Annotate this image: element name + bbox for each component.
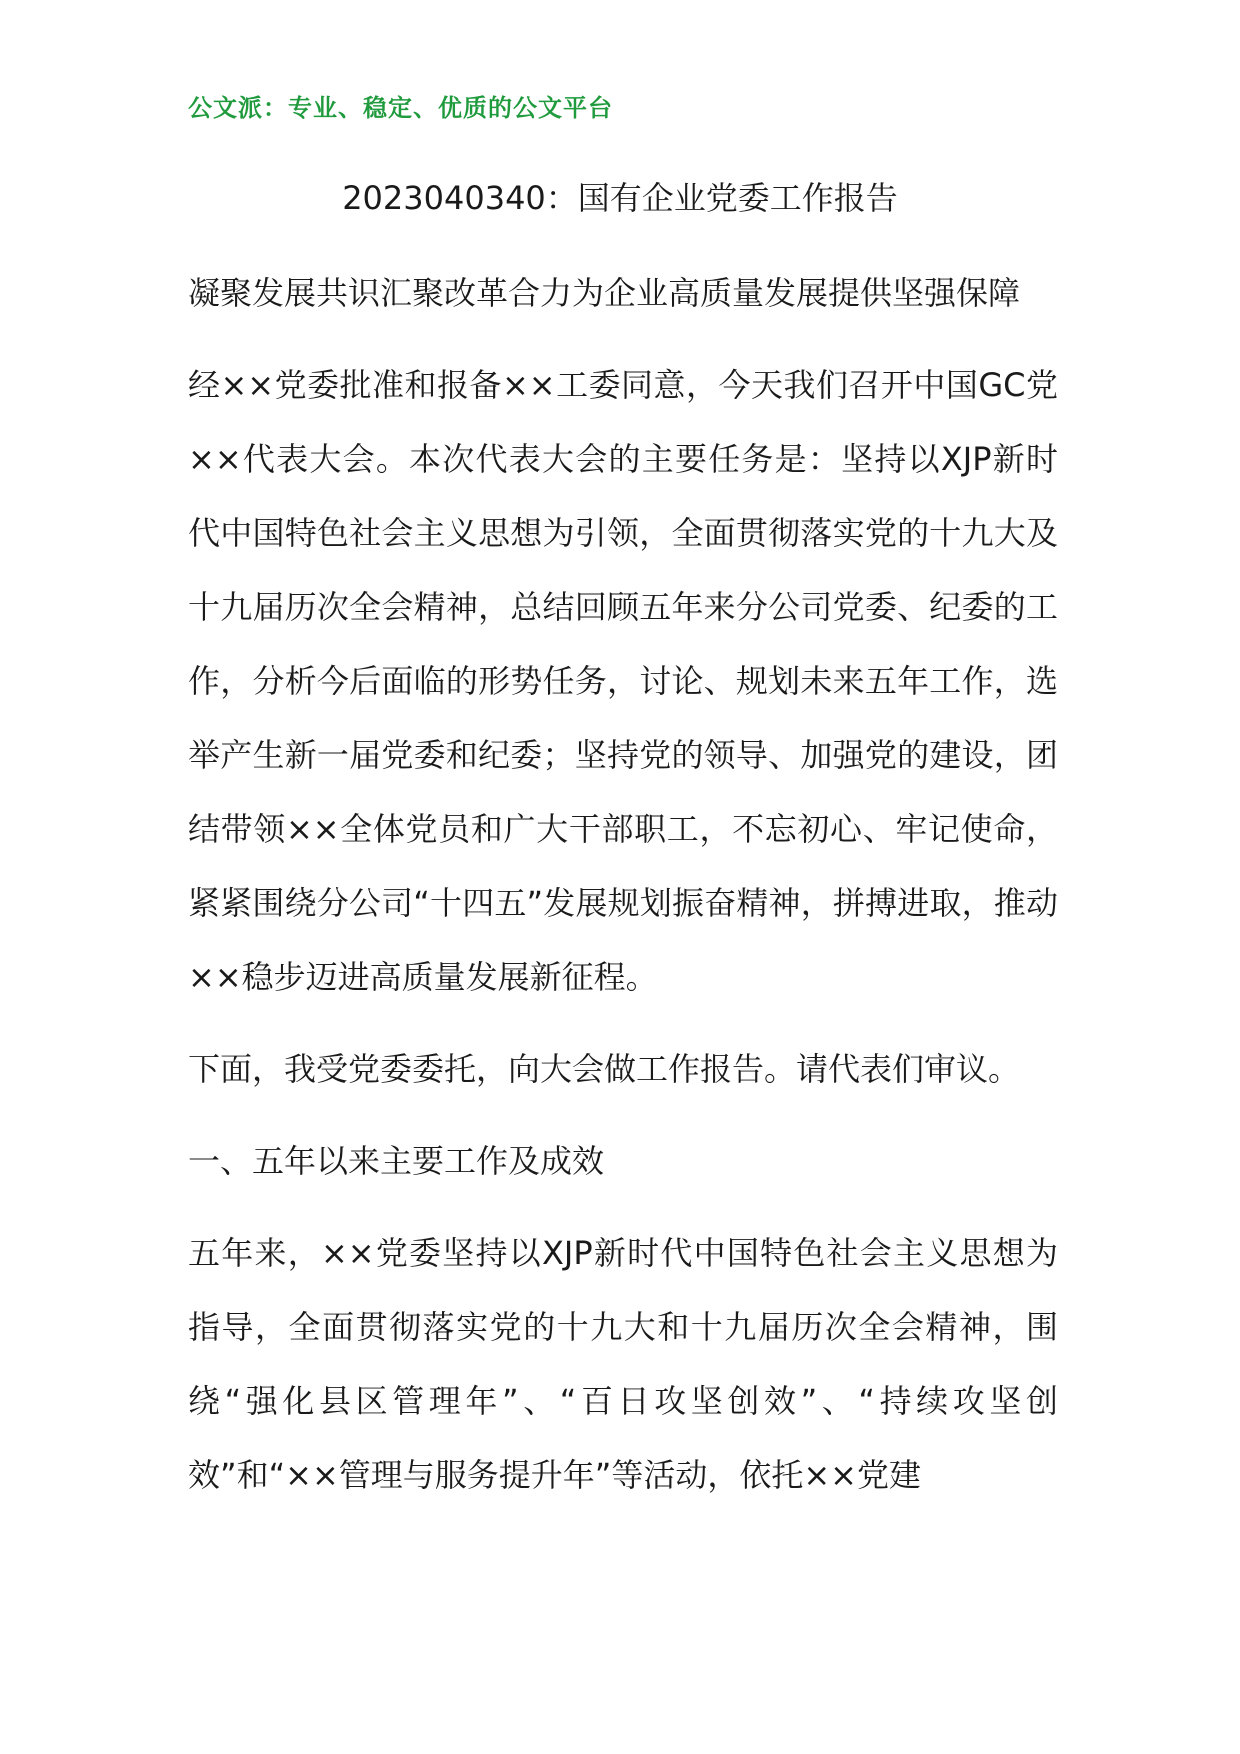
paragraph-section-1: 五年来，××党委坚持以XJP新时代中国特色社会主义思想为指导，全面贯彻落实党的十九大和十九届历次全会精神，围绕“强化县区管理年”、“百日攻坚创效”、“持续攻坚创效”和“××管理与服务提升年”等活动，依托××党建 — [188, 1234, 1058, 1494]
document-subtitle: 凝聚发展共识汇聚改革合力为企业高质量发展提供坚强保障 — [188, 274, 1021, 312]
section-heading: 一、五年以来主要工作及成效 — [188, 1142, 605, 1180]
document-title: 2023040340：国有企业党委工作报告 — [342, 179, 898, 217]
brand-header: 公文派：专业、稳定、优质的公文平台 — [188, 94, 613, 122]
document-body — [188, 256, 1058, 1530]
paragraph-request: 下面，我受党委委托，向大会做工作报告。请代表们审议。 — [188, 1050, 1021, 1088]
paragraph-intro: 经××党委批准和报备××工委同意，今天我们召开中国GC党××代表大会。本次代表大会的主要任务是：坚持以XJP新时代中国特色社会主义思想为引领，全面贯彻落实党的十九大及十九届历次全会精神，总结回顾五年来分公司党委、纪委的工作，分析今后面临的形势任务，讨论、规划未来五年工作，选举产生新一届党委和纪委；坚持党的领导、加强党的建设，团结带领××全体党员和广大干部职工，不忘初心、牢记使命，紧紧围绕分公司“十四五”发展规划振奋精神，拼搏进取，推动××稳步迈进高质量发展新征程。 — [188, 366, 1058, 996]
